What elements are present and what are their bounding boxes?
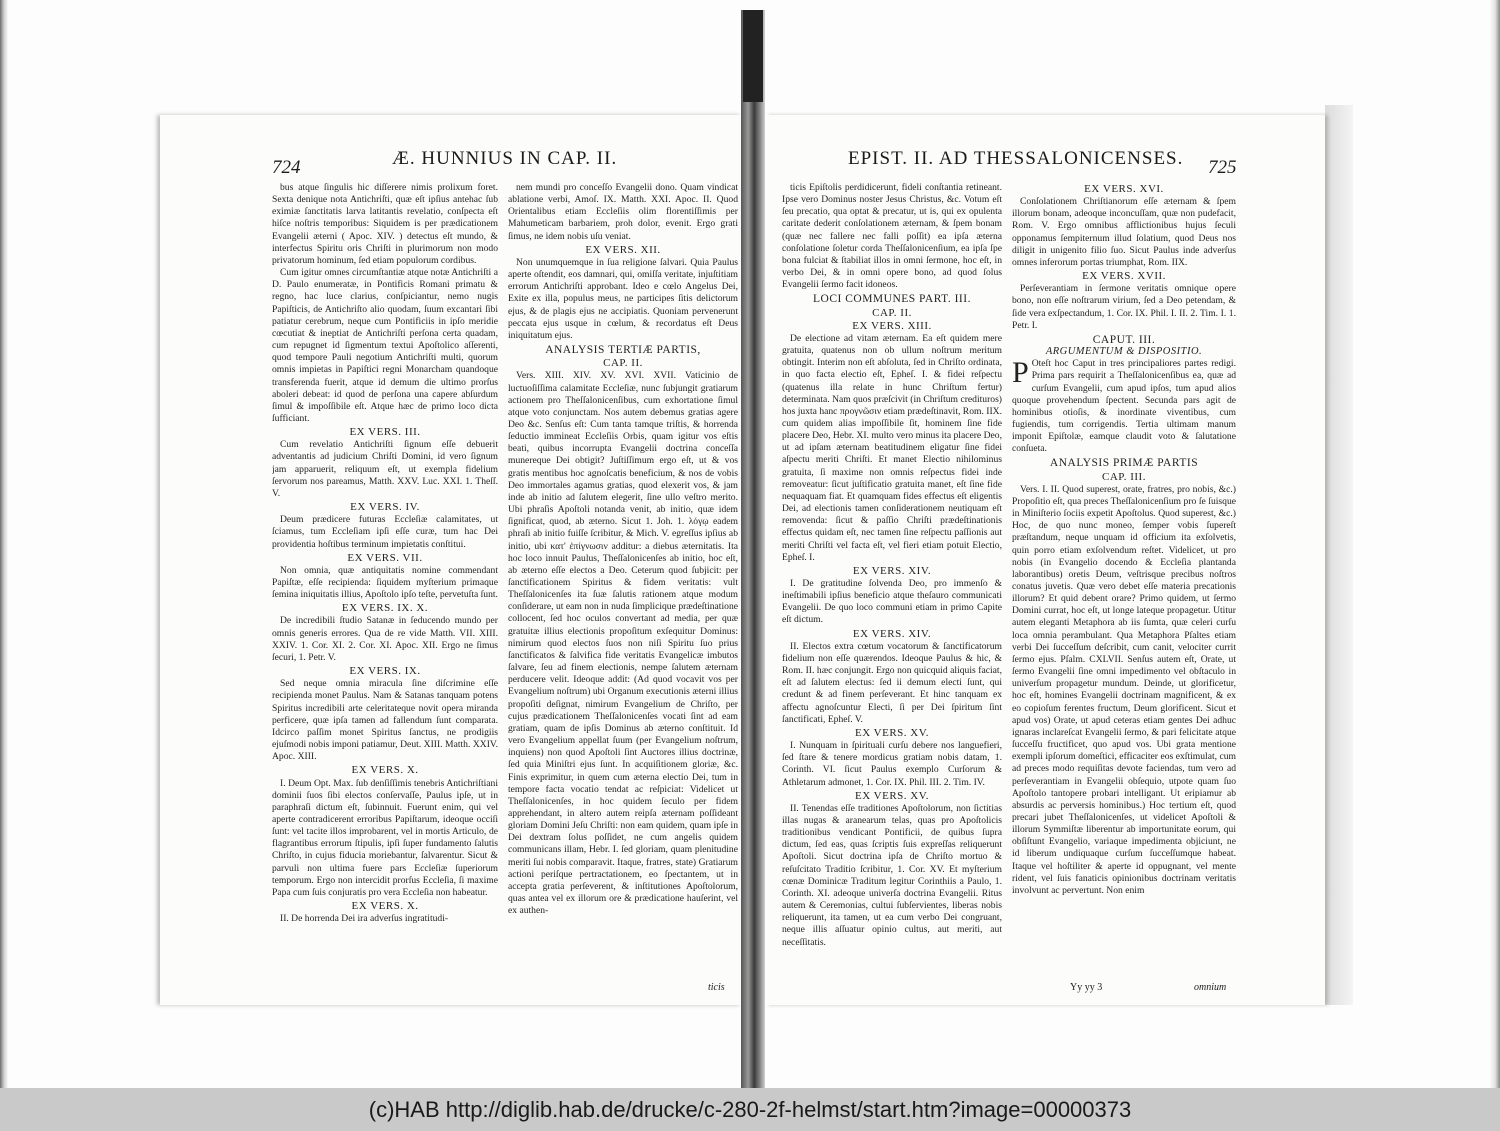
right-signature: Yy yy 3	[1070, 982, 1103, 993]
paragraph: ticis Epiſtolis perdidicerunt, fideli conſtantia retineant. Ipse vero Dominus noster Jesus Christus, &c. Votum eſt ſeu precatio, qua optat & precatur, ut is, qui ex opulenta caritate dederit conſolationem æternam, & ſpem bonam (quæ nec fallere nec falli poſſit) ea ipſa æterna conſolatione ſoletur corda Theſſalonicenſium, ea ipſa ſpe bona fulciat & ſtabiliat illos in omni ſermone, hoc eſt, in verbo Dei, & in omni opere bono, ad quod ſolus Evangelii ſermo facit idoneos.	[782, 182, 1002, 291]
scan-left-edge	[0, 0, 8, 1088]
section-heading: EX VERS. XVI.	[1084, 183, 1164, 195]
section-heading: EX VERS. XIV.	[852, 627, 932, 640]
right-page-number: 725	[1208, 157, 1237, 178]
book-spine-top	[743, 10, 763, 102]
drop-capital: P	[1012, 356, 1029, 390]
section-heading: EX VERS. X.	[351, 764, 419, 777]
paragraph: I. Nunquam in ſpirituali curſu debere nos languefieri, ſed ſtare & tenere mordicus gratiam nobis datam, 1. Corinth. VI. ſicut Paulus exemplo Curſorum & Athletarum admonet, 1. Cor. IX. Phil. III. 2. Tim. IV.	[782, 740, 1002, 788]
paragraph: Deum prædicere futuras Eccleſiæ calamitates, ut ſciamus, tum Eccleſiam ipſi eſſe curæ, tum hac Dei providentia hoſtibus terminum impietatis conſtitui.	[272, 514, 498, 550]
section-heading: CAP. II.	[603, 357, 643, 370]
section-heading: EX VERS. XIII.	[852, 319, 932, 332]
paragraph: De electione ad vitam æternam. Ea eſt quidem mere gratuita, quatenus non ob ullum noſtrum meritum obtingit. Interim non eſt abſoluta, ſed in Chriſto ordinata, in quo facta electio eſt, Epheſ. I. & fidei reſpectu (quatenus illa relate in hunc Chriſtum fertur) determinata. Nam quos præſcivit (in Chriſtum credituros) hos juxta hanc προγνῶσιν etiam prædeſtinavit, Rom. IIX. cum quidem alias impoſſibile ſit, hominem ſine fide placere Deo, Hebr. XI. multo vero minus ita placere Deo, ut ad ipſam æternam beatitudinem eligatur ſine fidei aſpectu meriti Chriſti. Et manet Electio nihilominus gratuita, ſi maxime non omnis reſpectus fidei inde removeatur: ſicut juſtificatio gratuita manet, eſt ſine fide nequaquam fiat. Et quamquam fides effectus eſt eligentis Dei, ad electionis tamen conſiderationem neutiquam eſt removenda: ſicut & paſſio Chriſti prædeſtinationis effectus quidam eſt, nec tamen ſine reſpectu paſſionis aut meriti Chriſti vel facta eſt, vel fieri etiam potuit Electio, Epheſ. I.	[782, 332, 1002, 563]
source-url-footer: (c)HAB http://diglib.hab.de/drucke/c-280-2f-helmst/start.htm?image=00000373	[0, 1088, 1500, 1131]
section-heading: EX VERS. IV.	[350, 501, 420, 514]
section-heading: EX VERS. XV.	[854, 726, 930, 739]
paragraph: bus atque ſingulis hic diſſerere nimis prolixum foret. Sexta denique nota Antichriſti, quæ eſt ipſius antehac ſub eximiæ ſanctitatis larva latitantis revelatio, conſpecta eſt hiſce noſtris temporibus: Siquidem is per prædicationem Evangelii æterni ( Apoc. XIV. ) detectus eſt mundo, & interfectus Spiritu oris Chriſti in plurimorum non modo privatorum hominum, ſed etiam populorum cordibus.	[272, 182, 498, 266]
left-catchword: ticis	[708, 982, 725, 993]
paragraph: Non unumquemque in ſua religione ſalvari. Quia Paulus aperte oſtendit, eos damnari, qui, omiſſa veritate, injuſtitiam errorum Antichriſti approbant. Ideo e cœlo Angelus Dei, Exite ex illa, populus meus, ne participes ſitis delictorum ejus, & de plagis ejus ne accipiatis. Quoniam pervenerunt peccata ejus usque in cœlum, & recordatus eſt Deus iniquitatum ejus.	[508, 256, 738, 341]
section-heading: EX VERS. X.	[351, 900, 419, 913]
left-page-number: 724	[272, 157, 301, 178]
section-heading: EX VERS. VII.	[347, 551, 423, 564]
paragraph: Conſolationem Chriſtianorum eſſe æternam & ſpem illorum bonam, adeoque inconcuſſam, quæ non pudefacit, Rom. V. Ergo omnibus afflictionibus hujus ſeculi opponamus ſempiternum illud ſolatium, quod Deus nos diligit in unigenito filio ſuo. Sicut Paulus inde adverſus omnes inferorum portas triumphat, Rom. IIX.	[1012, 196, 1236, 268]
section-heading: CAP. II.	[872, 306, 912, 319]
section-heading: EX VERS. XII.	[585, 243, 661, 256]
section-heading: EX VERS. IX. X.	[341, 602, 429, 615]
section-heading: EX VERS. IX.	[349, 665, 421, 678]
paragraph-text: Oteſt hoc Caput in tres principaliores partes redigi. Prima pars requirit a Theſſalonicenſibus ea, quæ ad curſum Evangelii, cum apud ipſos, tum apud alios quoque provehendum ſpectent. Secunda pars agit de hominibus otioſis, & inordinate viventibus, cum fugiendis, tum corrigendis. Tertia ultimam manum imponit Epiſtolæ, eamque claudit voto & ſalutatione conſueta.	[1012, 358, 1236, 455]
major-heading: LOCI COMMUNES PART. III.	[813, 293, 971, 306]
paragraph: Non omnia, quæ antiquitatis nomine commendant Papiſtæ, eſſe recipienda: ſiquidem myſterium primaque ſemina iniquitatis illius, Apoſtolo ipſo teſte, pervetuſta ſunt.	[272, 564, 498, 601]
left-page-column-2	[508, 182, 738, 917]
paragraph: I. De gratitudine ſolvenda Deo, pro immenſo & ineſtimabili ipſius beneficio atque theſauro communicati Evangelii. De quo loco communi etiam in primo Capite eſt dictum.	[782, 578, 1002, 626]
paragraph: Vers. I. II. Quod superest, orate, fratres, pro nobis, &c.) Propoſitio eſt, qua preces Theſſalonicenſium pro ſe ſuisque in Miniſterio ſociis expetit Apoſtolus. Quod superest, &c.) Hoc, de quo nunc moneo, ſemper vobis ſupereſt præſtandum, neque unquam id officium ita exſolvetis, quin porro etiam exſolvendum reſtet. Videlicet, ut pro nobis (in Evangelio docendo & Eccleſia plantanda laborantibus) oretis Deum, veſtrisque precibus noſtros conatus juvetis. Quæ vero debet eſſe materia precationis illorum? Et quid debent orare? Primo quidem, ut ſermo Domini currat, hoc eſt, ut longe lateque propagetur. Utitur autem eleganti Metaphora ab iis ſumta, quæ celeri curſu loca omnia perambulant. Qua Metaphora Pſaltes etiam verbi Dei ſucceſſum deſcribit, cum canit, velociter currit ſermo ejus. Pſalm. CXLVII. Senſus autem eſt, Orate, ut ſermo Evangelii ſine omni impedimento vel obſtaculo in univerſum propagetur mundum. Deinde, ut glorificetur, hoc eſt, homines Evangelii doctrinam magnificent, & ex eo copioſum ferentes fructum, Deum glorificent. Sicut et apud vos) Orate, ut apud ceteras etiam gentes Dei adhuc ignaras inclareſcat Evangelii ſermo, & pari felicitate atque ſucceſſu fructificet, quo apud vos. Ubi grata mentione exempli ipſorum domeſtici, efficaciter eos exſtimulat, cum ad preces modo requiſitas devote faciendas, tum vero ad perſeverantiam in Evangelii obſequio, utpote quam ſuo Apoſtolo tantopere probari intelligant. Ut eripiamur ab absurdis ac perversis hominibus.) Hoc tertium eſt, quod precari jubet Theſſalonicenſes, ut videlicet Apoſtoli & illorum Symmiſtæ liberentur ab importunitate eorum, qui obſiſtunt Evangelio, variaque impedimenta objiciunt, ne id liberum undiquaque curſum ſucceſſumque habeat. Itaque vel hoſtiliter & aperte id oppugnant, vel mente rident, vel ſuis fanaticis opinionibus doctrinam veritatis involvunt ac pervertunt. Non enim	[1012, 483, 1236, 896]
right-page-column-2	[1012, 182, 1236, 897]
paragraph: De incredibili ſtudio Satanæ in ſeducendo mundo per omnis generis errores. Qua de re vide Matth. VII. XIII. XXIV. 1. Cor. XI. 2. Cor. XI. Apoc. XII. Ergo ne ſimus ſecuri, 1. Petr. V.	[272, 615, 498, 663]
paragraph: nem mundi pro conceſſo Evangelii dono. Quam vindicat ablatione verbi, Amoſ. IX. Matth. XXI. Apoc. II. Quod Orientalibus etiam Eccleſiis olim florentiſſimis per Mahumeticam barbariem, proh dolor, evenit. Ergo grati ſimus, ne idem nobis uſu veniat.	[508, 182, 738, 242]
scan-right-edge	[1490, 0, 1500, 1088]
paragraph: Cum revelatio Antichriſti ſignum eſſe debuerit adventantis ad judicium Chriſti Domini, id vero ſignum jam apparuerit, reliquum eſt, ut exempla fidelium ſervorum nos pareamus, Matth. XXV. Luc. XXI. 1. Theſſ. V.	[272, 439, 498, 499]
right-catchword: omnium	[1194, 982, 1227, 993]
major-heading: ANALYSIS TERTIÆ PARTIS,	[545, 344, 701, 357]
book-spine	[741, 10, 765, 1088]
italic-heading: ARGUMENTUM & DISPOSITIO.	[1045, 346, 1203, 358]
paragraph: I. Deum Opt. Max. ſub denſiſſimis tenebris Antichriſtiani dominii ſuos ſibi electos conſervaſſe, Paulus ipſe, ut in paraphraſi dictum eſt, ſubinnuit. Fuerunt enim, qui vel aperte contradicerent erroribus Papiſtarum, ideoque occiſi ſunt: vel tacite illos improbarent, vel in mortis Articulo, de flagrantibus errorum ſtipulis, ipſi ſuper fundamento ſalutis Chriſto, in cujus fiducia moriebantur, ſalvarentur. Sicut & parvuli non ultima fuere pars Eccleſiæ ſuperiorum temporum. Ergo non intercidit prorſus Eccleſia, ſi maxime Papa cum ſuis conjuratis pro vera Eccleſia non habeatur.	[272, 777, 498, 898]
paragraph: Perſeverantiam in ſermone veritatis omnique opere bono, non eſſe noſtrarum virium, ſed a Deo petendam, & ſide vera exſpectandum, 1. Cor. IX. Phil. I. II. 2. Tim. I. 1. Petr. I.	[1012, 283, 1236, 331]
right-running-head: EPIST. II. AD THESSALONICENSES.	[848, 148, 1184, 169]
right-page-column-1	[782, 182, 1002, 949]
paragraph: Cum igitur omnes circumſtantiæ atque notæ Antichriſti a D. Paulo enumeratæ, in Pontificis Romani primatu & regno, hac luce clarius, conſpiciantur, nemo nugis Papiſticis, de Antichriſto alio quodam, ſuum excantari ſibi patiatur cerebrum, neque cum Pontificiis in ipſo meridie cœcutiat & ineptiat de Antichriſti perſona certa quadam, cum repugnet id ſigmentum textui Apoſtolico aſſerenti, quod tempore Pauli negotium Antichriſti multi, quorum omnis impietas in Papiſtici regni Monarcham quandoque transferenda fuerit, atque id demum die ultimo prorſus aboleri debeat: id quod de perſona una capere abſurdum ſimul & impoſſibile eſt. Atque hæc de primo loco dicta ſufficiant.	[272, 267, 498, 424]
left-running-head: Æ. HUNNIUS IN CAP. II.	[392, 148, 618, 169]
section-heading: EX VERS. XIV.	[852, 564, 932, 577]
section-heading: EX VERS. XVII.	[1082, 270, 1166, 283]
paragraph: Vers. XIII. XIV. XV. XVI. XVII. Vaticinio de luctuoſiſſima calamitate Eccleſiæ, nunc ſubjungit gratiarum actionem pro Theſſalonicenſibus, cum exhortatione ſimul atque voto conjunctam. Nos autem debemus gratias agere Deo &c. Senſus eſt: Cum tanta tamque triſtis, & horrenda ſeductio immineat Eccleſiis Orbis, quam igitur vos eſtis beati, quibus incorrupta Evangelii doctrina conceſſa munereque Dei obtigit? Juſtiſſimum ergo eſt, ut & vos gratis mentibus hoc agnoſcatis beneficium, & nos de vobis Deo immortales agamus gratias, quod elexerit vos, & jam inde ab initio ad ſalutem elegerit, ſine ullo veſtro merito. Ubi phraſis Apoſtoli notanda venit, ab initio, quæ idem ſignificat, quod, ab æterno. Sicut 1. Joh. 1. λόγῳ eadem phraſi ab initio fuiſſe ſcribitur, & Mich. V. egreſſus ipſius ab initio, ubi κατ' ἐπίγνωσιν additur: a diebus æternitatis. Ita hoc loco innuit Paulus, Theſſalonicenſes ab initio, hoc eſt, ab æterno eſſe electos a Deo. Ceterum quod ſubjicit: per ſanctificationem Spiritus & fidem veritatis: vult Theſſalonicenſes ita ſuæ ſalutis rationem atque modum conſiderare, ut eam non in nuda ſimplicique prædeſtinatione collocent, ſed hoc oculos convertant ad media, per quæ gratuitæ illius electionis propoſitum exſequitur Dominus: nimirum quod electos ſuos non niſi Spiritu ſuo prius ſanctificatos & ſalvifica fide veritatis Evangelicæ imbutos ſalvare, ſeu ad finem electionis, nempe ſalutem æternam perducere velit. Ideoque addit: (Ad quod vocavit vos per Evangelium noſtrum) ubi Organum executionis æterni illius propoſiti deſignat, nimirum Evangelium de Chriſto, per cujus prædicationem Theſſalonicenſes vocati ſint ad eam gratiam, quam de ipſis Dominus ab æterno conſtituit. Id vero Evangelium appellat ſuum (per Evangelium noſtrum, inquiens) non quod Apoſtoli ſint Auctores illius doctrinæ, ſed quia Miniſtri ejus ſunt. In acquiſitionem gloriæ, &c. Finis exprimitur, in quem cum æterna electio Dei, tum in tempore facta vocatio tendat ac reſpiciat: Videlicet ut Theſſalonicenſes, in hoc quidem ſeculo per fidem apprehendant, in altero autem reipſa æternam poſſideant gloriam Domini Jeſu Chriſti: non eam quidem, quam ipſe in Dei dextram ſolus poſſidet, ne cum angelis quidem communicans illam, Hebr. I. ſed gloriam, quam plenitudine meriti ſui nobis comparavit. Itaque, fratres, state) Gratiarum actioni periſque pertractationem, eo ſpectantem, ut in accepta gratia perſeverent, & inſtitutiones Apoſtolorum, quas antea vel ex illorum ore & prædicatione hauſerint, vel ex authen-	[508, 370, 738, 917]
left-page-column-1	[272, 182, 498, 925]
major-heading: CAPUT. III.	[1092, 333, 1156, 346]
paragraph: II. Tenendas eſſe traditiones Apoſtolorum, non ſictitias illas nugas & aranearum telas, quas pro Apoſtolicis traditionibus vendicant Pontificii, de quibus ſupra dictum, ſed eas, quas ſcriptis ſuis expreſſas reliquerunt Apoſtoli. Sicut doctrina ipſa de Chriſto mortuo & reſuſcitato Traditio ſcribitur, 1. Cor. XV. Et myſterium cœnæ Dominicæ Traditum legitur Corinthiis a Paulo, 1. Corinth. XI. adeoque univerſa doctrina Evangelii. Ritus autem & Ceremonias, cultui ſubſervientes, liberas nobis reliquerunt, ita tamen, ut ea cum verbo Dei congruant, neque illis aſſuatur opinio cultus, aut meriti, aut neceſſitatis.	[782, 802, 1002, 948]
page-edge-strip	[1325, 105, 1353, 1005]
section-heading: EX VERS. XV.	[854, 789, 930, 802]
paragraph	[1012, 358, 1236, 455]
section-heading: EX VERS. III.	[349, 426, 421, 439]
major-heading: ANALYSIS PRIMÆ PARTIS	[1049, 457, 1199, 470]
paragraph: II. Electos extra cœtum vocatorum & ſanctificatorum fidelium non eſſe quærendos. Ideoque Paulus & hic, & Rom. II. hæc conjungit. Ergo non quicquid aliquis faciat, eſt ad ſalutem electus: ſed ii demum electi ſunt, qui credunt & ad finem perſeverant. Et hinc tanquam ex affectu agnoſcuntur Electi, ſi per Dei ſpiritum ſint ſanctificati, Epheſ. V.	[782, 640, 1002, 725]
paragraph: Sed neque omnia miracula ſine diſcrimine eſſe recipienda monet Paulus. Nam & Satanas tanquam potens Spiritus incredibili arte celeritateque novit opera miranda perficere, quæ ipſa tamen ad fallendum ſunt comparata. Idcirco paſſim monet Spiritus ſanctus, ne prodigiis ejuſmodi nobis imponi patiamur, Deut. XIII. Matth. XXIV. Apoc. XIII.	[272, 678, 498, 763]
section-heading: CAP. III.	[1102, 470, 1146, 483]
paragraph: II. De horrenda Dei ira adverſus ingratitudi-	[280, 913, 449, 925]
